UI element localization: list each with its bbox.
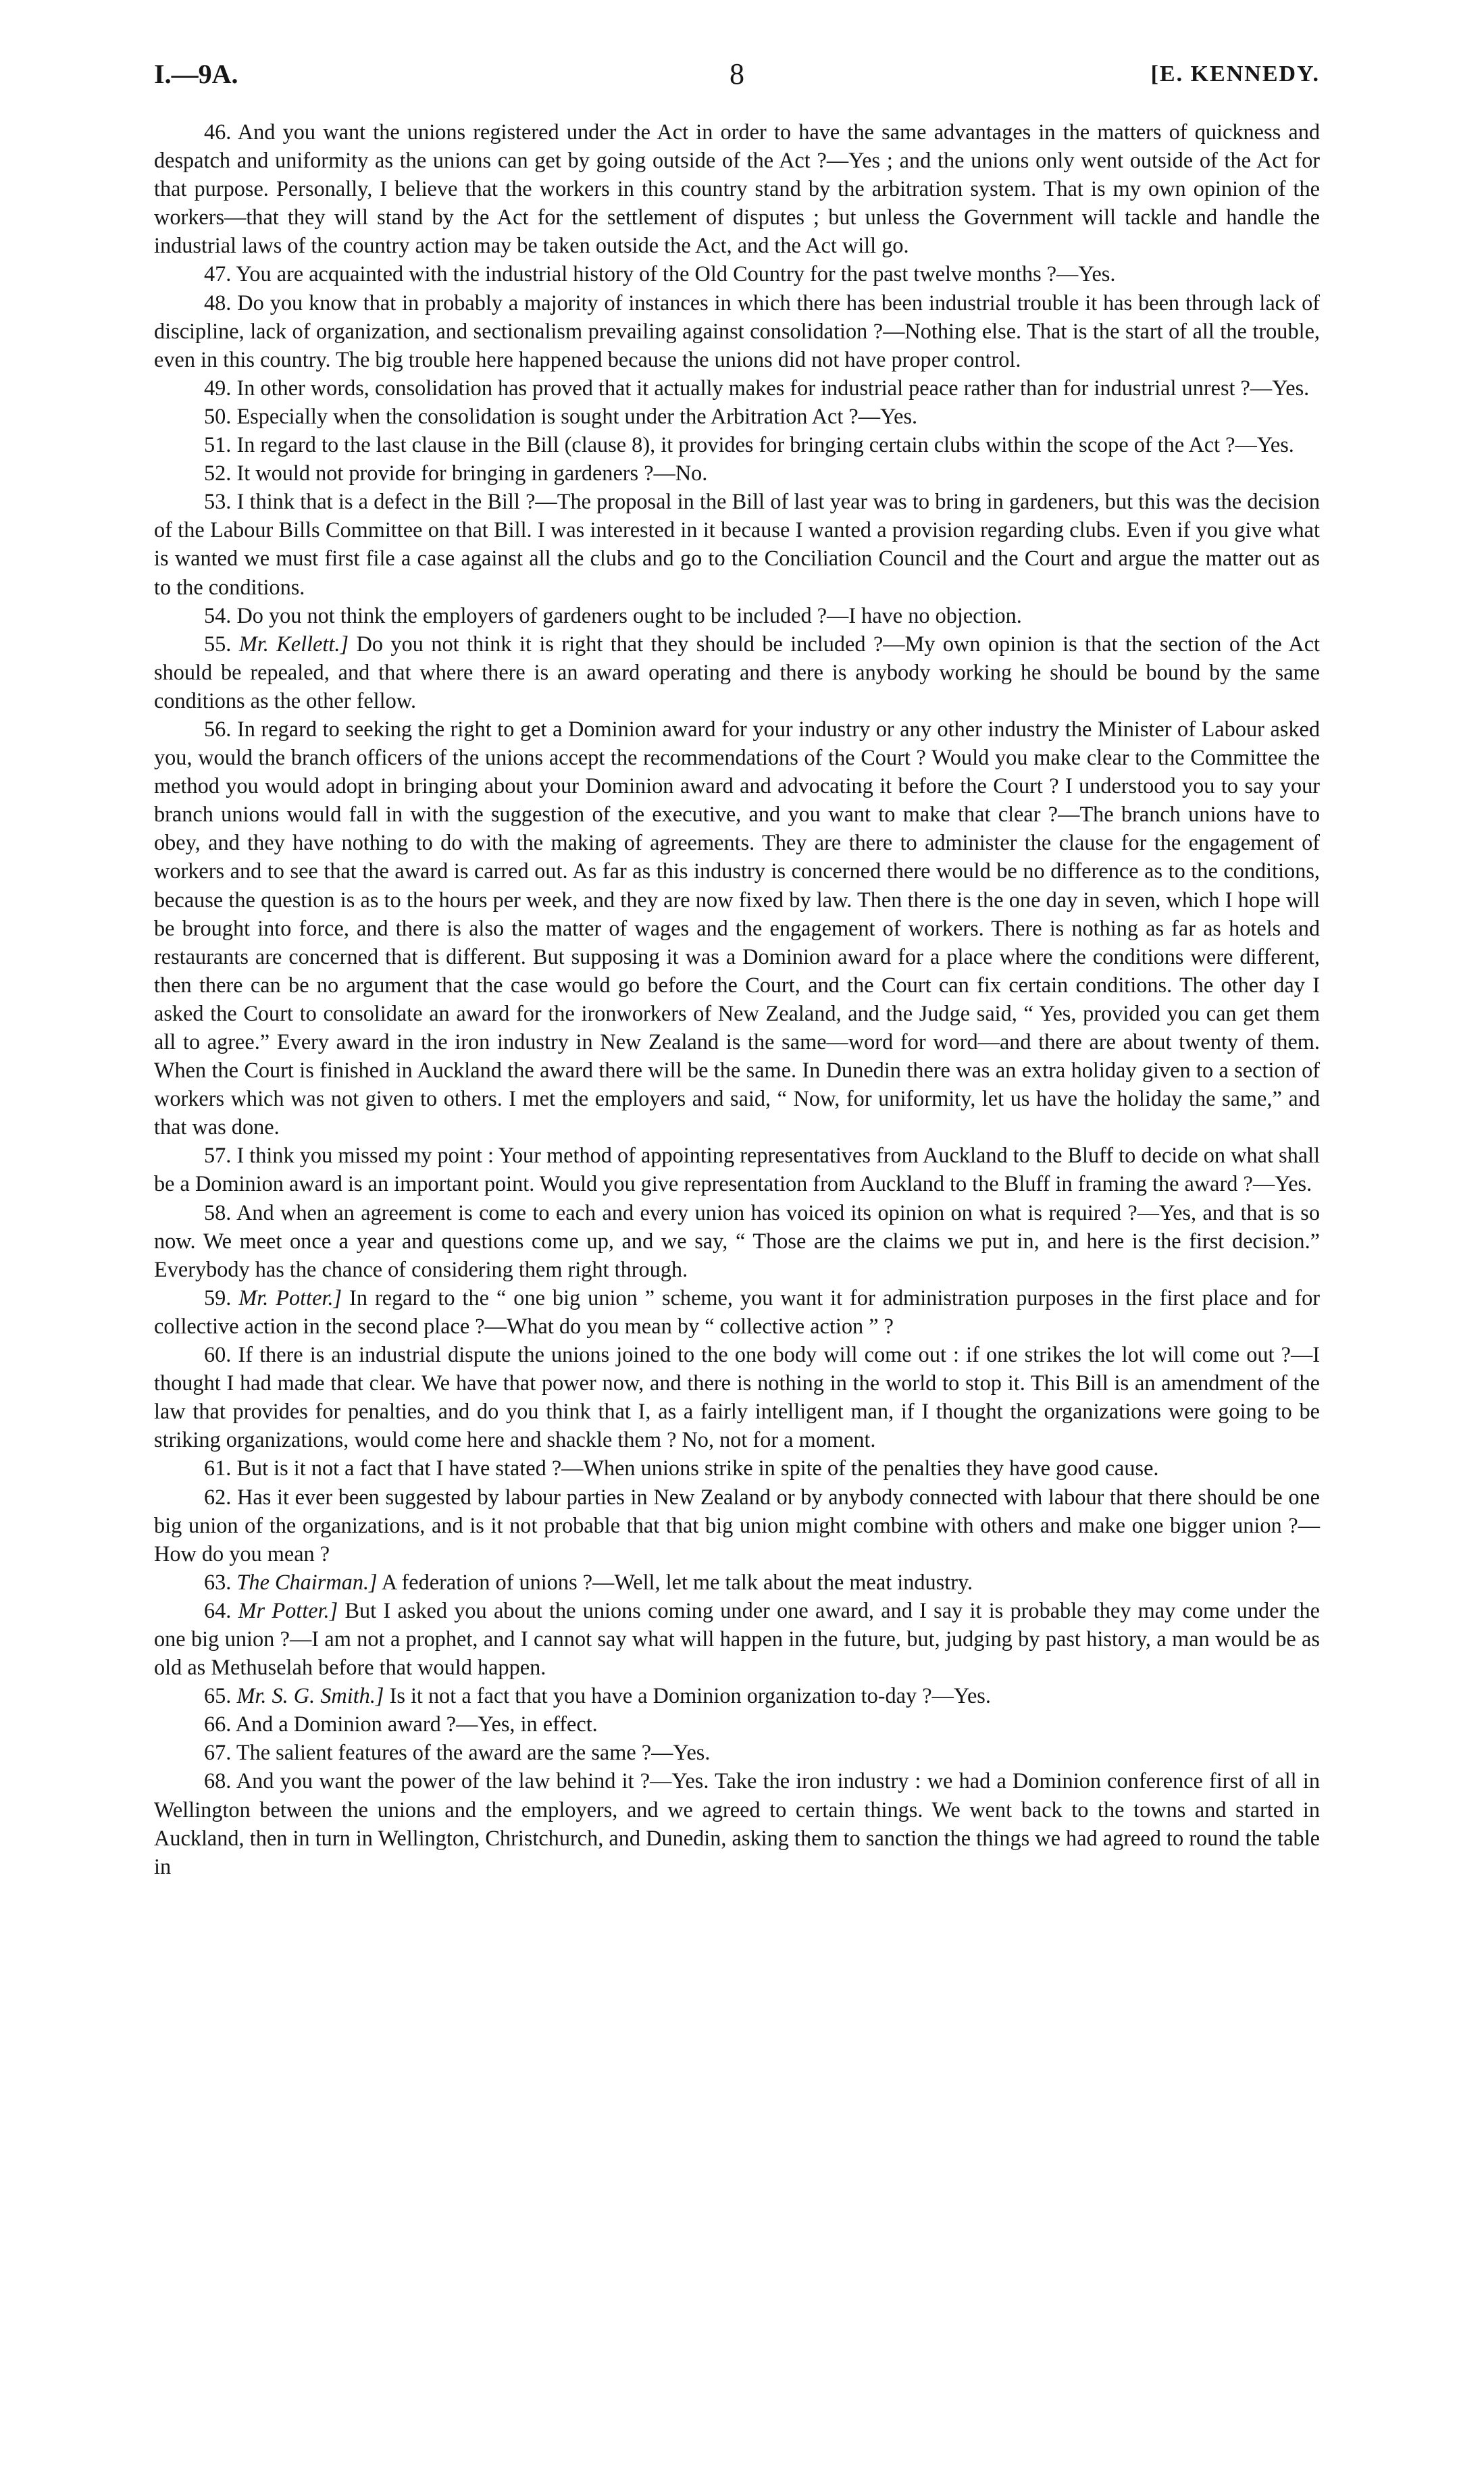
running-header xyxy=(154,54,1320,95)
speaker-name: The Chairman.] xyxy=(236,1569,378,1594)
question-paragraph: 60. If there is an industrial dispute the unions joined to the one body will come out : if one strikes the lot will come out ?—I thought I had made that clear. We have that power now, and there is nothing in the world to stop it. This Bill is an amendment of the law that provides for penalties, and do you think that I, as a fairly intelligent man, if I thought the organizations were going to be striking organizations, would come here and shackle them ? No, not for a moment. xyxy=(154,1342,1320,1452)
question-paragraph xyxy=(154,1568,1320,1596)
question-number: 59. xyxy=(204,1285,232,1310)
question-paragraph: 47. You are acquainted with the industrial history of the Old Country for the past twelve months ?—Yes. xyxy=(204,261,1116,286)
question-paragraph xyxy=(154,1596,1320,1681)
question-paragraph: 49. In other words, consolidation has proved that it actually makes for industrial peace rather than for industrial unrest ?—Yes. xyxy=(204,375,1310,400)
question-number: 63. xyxy=(204,1569,232,1594)
question-paragraph: 66. And a Dominion award ?—Yes, in effect. xyxy=(204,1712,598,1737)
question-paragraph xyxy=(154,1681,1320,1710)
question-text: Do you not think it is right that they should be included ?—My own opinion is that the section of the Act should be repealed, and that where there is an award operating and there is anybody working he should be bound by the same conditions as the other fellow. xyxy=(154,631,1321,713)
witness-name: [E. KENNEDY. xyxy=(1150,61,1320,86)
question-text: In regard to the “ one big union ” scheme, you want it for administration purposes in the first place and for collective action in the second place ?—What do you mean by “ collective action ” ? xyxy=(154,1285,1320,1338)
speaker-name: Mr Potter.] xyxy=(238,1597,338,1622)
question-paragraph: 46. And you want the unions registered under the Act in order to have the same advantages in the matters of quickness and despatch and uniformity as the unions can get by going outside of the Act ?—Yes ; and the unions only went outside of the Act for that purpose. Personally, I believe that the workers in this country stand by the arbitration system. That is my own opinion of the workers—that they will stand by the Act for the settlement of disputes ; but unless the Government will tackle and handle the industrial laws of the country action may be taken outside the Act, and the Act will go. xyxy=(154,120,1320,258)
question-paragraph: 48. Do you know that in probably a majority of instances in which there has been industrial trouble it has been through lack of discipline, lack of organization, and sectionalism prevailing against consolidation ?—Nothing else. That is the start of all the trouble, even in this country. The big trouble here happened because the unions did not have proper control. xyxy=(154,290,1320,372)
question-number: 65. xyxy=(204,1683,232,1708)
speaker-name: Mr. Kellett.] xyxy=(238,631,349,656)
question-paragraph: 51. In regard to the last clause in the Bill (clause 8), it provides for bringing certain clubs within the scope of the Act ?—Yes. xyxy=(204,432,1294,457)
question-paragraph: 62. Has it ever been suggested by labour parties in New Zealand or by anybody connected with labour that there should be one big union of the organizations, and is it not probable that that big union might combine with others and make one bigger union ?—How do you mean ? xyxy=(154,1484,1320,1566)
question-paragraph xyxy=(154,630,1320,715)
question-number: 64. xyxy=(204,1597,232,1622)
question-paragraph: 57. I think you missed my point : Your method of appointing representatives from Auckland to the Bluff to decide on what shall be a Dominion award is an important point. Would you give representation from Auckland to the Bluff in framing the award ?—Yes. xyxy=(154,1143,1320,1196)
speaker-name: Mr. S. G. Smith.] xyxy=(236,1683,384,1708)
question-paragraph: 54. Do you not think the employers of gardeners ought to be included ?—I have no objection. xyxy=(204,603,1022,628)
page-number: 8 xyxy=(730,57,744,91)
question-paragraph: 58. And when an agreement is come to each and every union has voiced its opinion on what is required ?—Yes, and that is so now. We meet once a year and questions come up, and we say, “ Those are the claims we put in, and here is the first decision.” Everybody has the chance of considering them right through. xyxy=(154,1200,1320,1281)
question-paragraph: 68. And you want the power of the law behind it ?—Yes. Take the iron industry : we had a Dominion conference first of all in Wellington between the unions and the employers, and we agreed to certain things. We went back to the towns and started in Auckland, then in turn in Wellington, Christchurch, and Dunedin, asking them to sanction the things we had agreed to round the table in xyxy=(154,1768,1320,1878)
question-text: A federation of unions ?—Well, let me talk about the meat industry. xyxy=(381,1569,973,1594)
question-paragraph: 56. In regard to seeking the right to get a Dominion award for your industry or any other industry the Minister of Labour asked you, would the branch officers of the unions accept the recommendations of the Court ? Would you make clear to the Committee the method you would adopt in bringing about your Dominion award and advocating it before the Court ? I understood you to say your branch unions would fall in with the suggestion of the executive, and you want to make that clear ?—The branch unions have to obey, and they have nothing to do with the making of agreements. They are there to administer the clause for the engagement of workers and to see that the award is carred out. As far as this industry is concerned there would be no difference as to the conditions, because the question is as to the hours per week, and they are now fixed by law. Then there is the one day in seven, which I hope will be brought into force, and there is also the matter of wages and the engagement of workers. There is nothing as far as hotels and restaurants are concerned that is different. But supposing it was a Dominion award for a place where the conditions were different, then there can be no argument that the case would go before the Court, and the Court can fix certain conditions. The other day I asked the Court to consolidate an award for the ironworkers of New Zealand, and the Judge said, “ Yes, provided you can get them all to agree.” Every award in the iron industry in New Zealand is the same—word for word—and there are about twenty of them. When the Court is finished in Auckland the award there will be the same. In Dunedin there was an extra holiday given to a section of workers which was not given to others. I met the employers and said, “ Now, for uniformity, let us have the holiday the same,” and that was done. xyxy=(154,716,1320,1140)
question-text: But I asked you about the unions coming under one award, and I say it is probable they may come under the one big union ?—I am not a prophet, and I cannot say what will happen in the future, but, judging by past history, a man would be as old as Methuselah before that would happen. xyxy=(154,1597,1321,1680)
evidence-body xyxy=(154,118,1320,1881)
question-paragraph xyxy=(154,1283,1320,1340)
question-paragraph: 53. I think that is a defect in the Bill ?—The proposal in the Bill of last year was to bring in gardeners, but this was the decision of the Labour Bills Committee on that Bill. I was interested in it because I wanted a provision regarding clubs. Even if you give what is wanted we must first file a case against all the clubs and go to the Conciliation Council and the Court and argue the matter out as to the conditions. xyxy=(154,489,1320,599)
document-page xyxy=(154,54,1320,1881)
paper-reference: I.—9A. xyxy=(154,59,238,89)
question-paragraph: 67. The salient features of the award are the same ?—Yes. xyxy=(204,1740,711,1765)
speaker-name: Mr. Potter.] xyxy=(238,1285,342,1310)
question-paragraph: 50. Especially when the consolidation is sought under the Arbitration Act ?—Yes. xyxy=(204,403,918,428)
question-paragraph: 61. But is it not a fact that I have stated ?—When unions strike in spite of the penalties they have good cause. xyxy=(204,1456,1159,1481)
question-number: 55. xyxy=(204,631,232,656)
question-text: Is it not a fact that you have a Dominion organization to-day ?—Yes. xyxy=(389,1683,991,1708)
question-paragraph: 52. It would not provide for bringing in gardeners ?—No. xyxy=(204,461,708,486)
